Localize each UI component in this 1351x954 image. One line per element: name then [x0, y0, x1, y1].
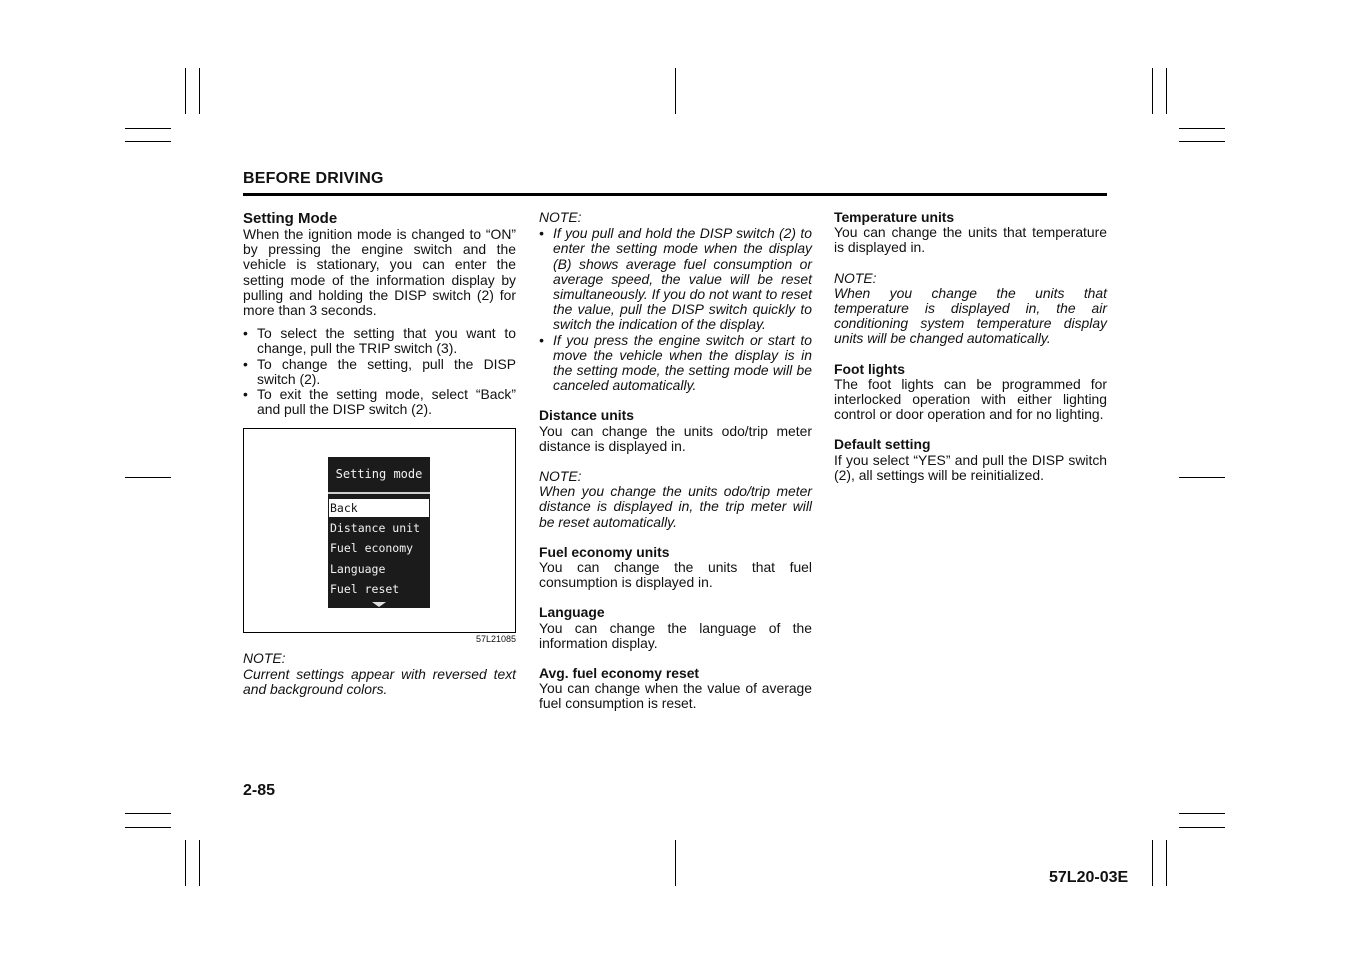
- bullet-icon: •: [539, 331, 544, 348]
- menu-item-fuel-reset: Fuel reset: [330, 582, 400, 597]
- distance-note-text: When you change the units odo/trip meter distance is displayed in, the trip meter will be reset automatically.: [539, 483, 812, 530]
- default-setting-text: If you select “YES” and pull the DISP switch (2), all settings will be reinitialized.: [834, 451, 1107, 483]
- fuel-economy-units-heading: Fuel economy units: [539, 543, 670, 560]
- menu-item-fuel-economy: Fuel economy: [330, 541, 414, 556]
- note-label: NOTE:: [243, 650, 286, 667]
- screen-divider: [328, 492, 430, 494]
- fuel-economy-units-text: You can change the units that fuel consumption is displayed in.: [539, 559, 812, 591]
- display-screen: [328, 457, 430, 608]
- bullet-item: • To change the setting, pull the DISP switch (2).: [243, 355, 516, 387]
- avg-fuel-economy-reset-text: You can change when the value of average fuel consumption is reset.: [539, 680, 812, 712]
- document-code: 57L20-03E: [1049, 869, 1129, 886]
- bullet-icon: •: [539, 225, 544, 242]
- bullet-icon: •: [243, 355, 248, 372]
- foot-lights-text: The foot lights can be programmed for interlocked operation with either lighting control or door operation and for no lighting.: [834, 375, 1107, 423]
- column-3: [834, 210, 1107, 483]
- bullet-item: • If you pull and hold the DISP switch (2) to enter the setting mode when the display (B) shows average fuel consumption or average speed, the value will be reset simultaneously. If you do not want to reset the value, pull the DISP switch quickly to switch the indication of the display.: [539, 225, 812, 333]
- default-setting-heading: Default setting: [834, 436, 931, 453]
- bullet-item: • If you press the engine switch or start to move the vehicle when the display is in the setting mode, the setting mode will be canceled automatically.: [539, 331, 812, 394]
- scroll-down-arrow-icon: [372, 602, 386, 607]
- note-label: NOTE:: [834, 269, 877, 286]
- section-title: BEFORE DRIVING: [243, 170, 384, 187]
- note-label: NOTE:: [539, 468, 582, 485]
- note-label: NOTE:: [539, 209, 582, 225]
- bullet-item: • To exit the setting mode, select “Back” and pull the DISP switch (2).: [243, 386, 516, 418]
- bullet-icon: •: [243, 386, 248, 403]
- setting-mode-bullets: [243, 326, 516, 417]
- temperature-note-text: When you change the units that temperature is displayed in, the air conditioning system temperature display units will be changed automatically.: [834, 284, 1107, 347]
- foot-lights-heading: Foot lights: [834, 360, 905, 377]
- header-rule: [243, 193, 1107, 196]
- temperature-units-text: You can change the units that temperature is displayed in.: [834, 224, 1107, 256]
- bullet-item: • To select the setting that you want to change, pull the TRIP switch (3).: [243, 325, 516, 357]
- menu-item-back: Back: [329, 499, 429, 517]
- figure-code: 57L21085: [475, 634, 516, 645]
- note-text: Current settings appear with reversed text and background colors.: [243, 665, 516, 697]
- setting-mode-intro: When the ignition mode is changed to “ON” by pressing the engine switch and the vehicle is stationary, you can enter the setting mode of the information display by pulling and holding the DISP switch (2) for more than 3 seconds.: [243, 226, 516, 319]
- menu-item-distance-unit: Distance unit: [330, 521, 421, 536]
- language-heading: Language: [539, 604, 605, 621]
- column-1: [243, 210, 516, 697]
- temperature-units-heading: Temperature units: [834, 209, 955, 225]
- avg-fuel-economy-reset-heading: Avg. fuel economy reset: [539, 665, 700, 682]
- language-text: You can change the language of the information display.: [539, 619, 812, 651]
- distance-units-heading: Distance units: [539, 407, 634, 424]
- distance-units-text: You can change the units odo/trip meter distance is displayed in.: [539, 422, 812, 454]
- menu-item-language: Language: [330, 562, 386, 577]
- page-number: 2-85: [243, 782, 276, 799]
- setting-mode-heading: Setting Mode: [243, 210, 338, 227]
- column-2: [539, 210, 812, 712]
- bullet-icon: •: [243, 325, 248, 342]
- setting-mode-figure: [243, 428, 516, 633]
- screen-title: Setting mode: [335, 467, 423, 482]
- note-bullets: [539, 226, 812, 393]
